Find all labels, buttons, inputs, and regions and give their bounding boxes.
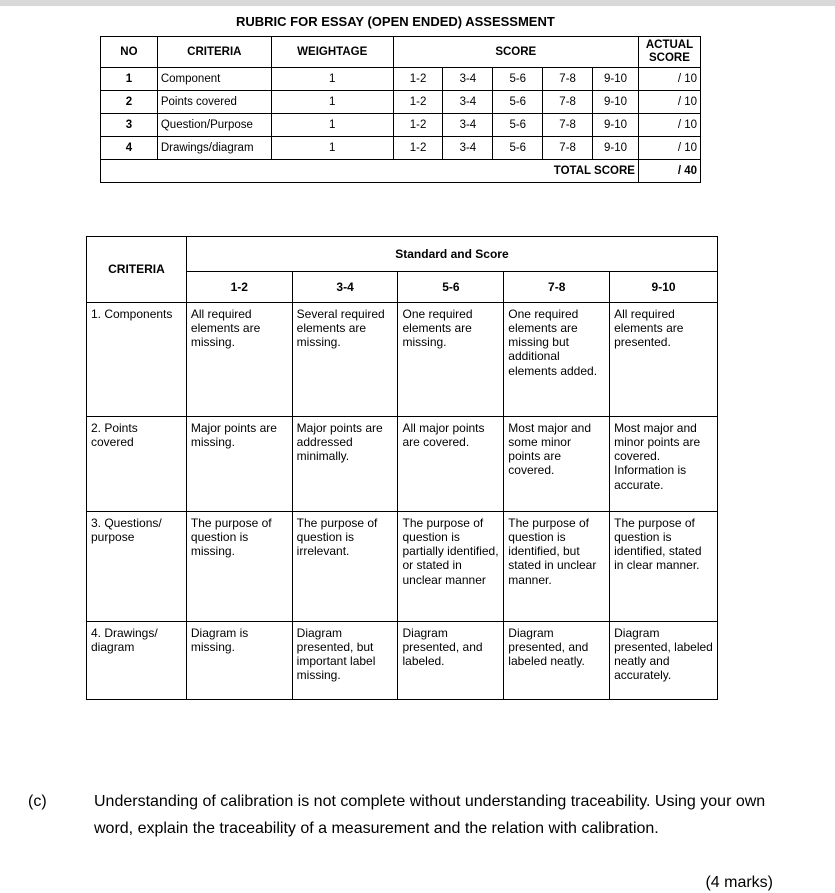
score-band: 3-4 bbox=[443, 91, 493, 114]
question-label: (c) bbox=[28, 793, 47, 810]
total-score-label: TOTAL SCORE bbox=[493, 160, 639, 183]
table-row bbox=[87, 303, 718, 417]
header-criteria: CRITERIA bbox=[87, 237, 187, 303]
rubric-cell: Diagram presented, labeled neatly and accurately. bbox=[610, 622, 718, 700]
row-criteria: Drawings/diagram bbox=[157, 137, 271, 160]
rubric-summary-table bbox=[100, 36, 701, 183]
header-standard-score: Standard and Score bbox=[186, 237, 717, 272]
band-header: 3-4 bbox=[292, 272, 398, 303]
row-criteria: 4. Drawings/ diagram bbox=[87, 622, 187, 700]
rubric-cell: Several required elements are missing. bbox=[292, 303, 398, 417]
row-criteria: Points covered bbox=[157, 91, 271, 114]
score-band: 9-10 bbox=[593, 68, 639, 91]
rubric-cell: Major points are missing. bbox=[186, 417, 292, 512]
row-criteria: 3. Questions/ purpose bbox=[87, 512, 187, 622]
row-no: 2 bbox=[101, 91, 158, 114]
score-band: 1-2 bbox=[393, 91, 443, 114]
rubric-cell: Most major and some minor points are covered. bbox=[504, 417, 610, 512]
score-band: 1-2 bbox=[393, 68, 443, 91]
row-no: 1 bbox=[101, 68, 158, 91]
rubric-cell: Diagram presented, but important label missing. bbox=[292, 622, 398, 700]
rubric-cell: The purpose of question is missing. bbox=[186, 512, 292, 622]
score-band: 1-2 bbox=[393, 137, 443, 160]
row-weightage: 1 bbox=[271, 137, 393, 160]
table-row bbox=[101, 137, 701, 160]
band-header: 1-2 bbox=[186, 272, 292, 303]
rubric-cell: Major points are addressed minimally. bbox=[292, 417, 398, 512]
total-spacer bbox=[101, 160, 493, 183]
score-band: 9-10 bbox=[593, 91, 639, 114]
total-score-value: / 40 bbox=[638, 160, 700, 183]
row-criteria: 2. Points covered bbox=[87, 417, 187, 512]
score-band: 7-8 bbox=[543, 68, 593, 91]
rubric-cell: Diagram is missing. bbox=[186, 622, 292, 700]
score-band: 9-10 bbox=[593, 114, 639, 137]
total-row bbox=[101, 160, 701, 183]
table-row bbox=[101, 114, 701, 137]
row-weightage: 1 bbox=[271, 91, 393, 114]
row-criteria: Question/Purpose bbox=[157, 114, 271, 137]
score-band: 3-4 bbox=[443, 114, 493, 137]
score-band: 9-10 bbox=[593, 137, 639, 160]
row-actual: / 10 bbox=[638, 114, 700, 137]
header-criteria: CRITERIA bbox=[157, 37, 271, 68]
score-band: 5-6 bbox=[493, 114, 543, 137]
score-band: 5-6 bbox=[493, 68, 543, 91]
rubric-cell: The purpose of question is partially identified, or stated in unclear manner bbox=[398, 512, 504, 622]
score-band: 7-8 bbox=[543, 137, 593, 160]
row-no: 3 bbox=[101, 114, 158, 137]
band-header: 7-8 bbox=[504, 272, 610, 303]
score-band: 3-4 bbox=[443, 137, 493, 160]
rubric-cell: The purpose of question is identified, stated in clear manner. bbox=[610, 512, 718, 622]
table-row bbox=[87, 512, 718, 622]
score-band: 5-6 bbox=[493, 137, 543, 160]
header-score: SCORE bbox=[393, 37, 638, 68]
question-text: Understanding of calibration is not complete without understanding traceability. Using your own word, explain the traceability of a measurement and the relation with calibration. bbox=[94, 793, 766, 837]
row-no: 4 bbox=[101, 137, 158, 160]
marks-label: (4 marks) bbox=[705, 874, 773, 891]
row-actual: / 10 bbox=[638, 137, 700, 160]
rubric-cell: One required elements are missing but additional elements added. bbox=[504, 303, 610, 417]
rubric-cell: All major points are covered. bbox=[398, 417, 504, 512]
rubric-cell: Diagram presented, and labeled. bbox=[398, 622, 504, 700]
row-weightage: 1 bbox=[271, 68, 393, 91]
score-band: 3-4 bbox=[443, 68, 493, 91]
score-band: 7-8 bbox=[543, 114, 593, 137]
table-row bbox=[87, 622, 718, 700]
header-actual-score: ACTUAL SCORE bbox=[638, 37, 700, 68]
score-band: 1-2 bbox=[393, 114, 443, 137]
row-weightage: 1 bbox=[271, 114, 393, 137]
rubric-cell: Most major and minor points are covered. Information is accurate. bbox=[610, 417, 718, 512]
table-row bbox=[101, 91, 701, 114]
band-header: 5-6 bbox=[398, 272, 504, 303]
band-header: 9-10 bbox=[610, 272, 718, 303]
rubric-cell: All required elements are missing. bbox=[186, 303, 292, 417]
row-criteria: Component bbox=[157, 68, 271, 91]
table-row bbox=[101, 68, 701, 91]
header-weightage: WEIGHTAGE bbox=[271, 37, 393, 68]
table-row bbox=[87, 417, 718, 512]
standard-score-table bbox=[86, 236, 718, 700]
rubric-cell: One required elements are missing. bbox=[398, 303, 504, 417]
rubric-cell: The purpose of question is identified, but stated in unclear manner. bbox=[504, 512, 610, 622]
row-criteria: 1. Components bbox=[87, 303, 187, 417]
row-actual: / 10 bbox=[638, 91, 700, 114]
rubric-title: RUBRIC FOR ESSAY (OPEN ENDED) ASSESSMENT bbox=[236, 14, 555, 29]
header-no: NO bbox=[101, 37, 158, 68]
rubric-cell: The purpose of question is irrelevant. bbox=[292, 512, 398, 622]
rubric-cell: Diagram presented, and labeled neatly. bbox=[504, 622, 610, 700]
score-band: 5-6 bbox=[493, 91, 543, 114]
score-band: 7-8 bbox=[543, 91, 593, 114]
top-divider bbox=[0, 0, 835, 6]
row-actual: / 10 bbox=[638, 68, 700, 91]
rubric-cell: All required elements are presented. bbox=[610, 303, 718, 417]
